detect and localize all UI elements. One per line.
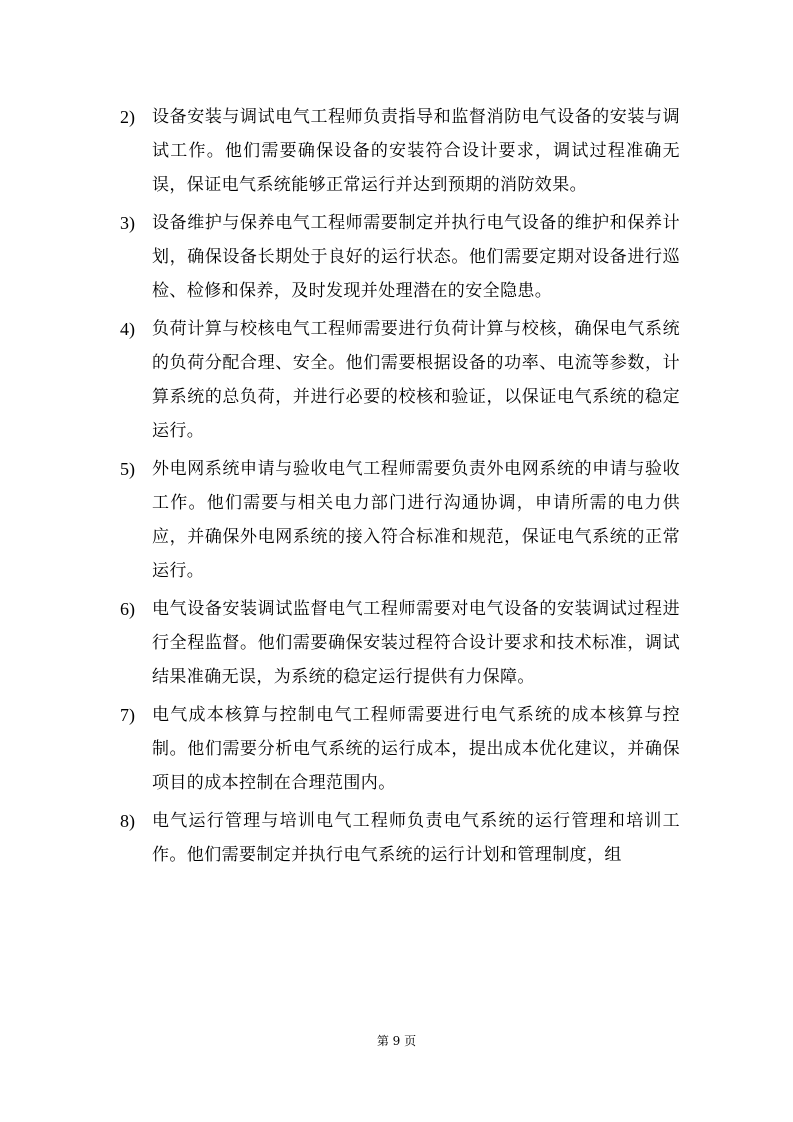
page-footer (0, 1033, 793, 1049)
list-item-text: 电气成本核算与控制电气工程师需要进行电气系统的成本核算与控制。他们需要分析电气系统的运行成本，提出成本优化建议，并确保项目的成本控制在合理范围内。 (152, 705, 680, 793)
list-item-number: 2) (120, 107, 135, 127)
list-item-number: 3) (120, 213, 135, 233)
list-item-number: 6) (120, 599, 135, 619)
list-item (120, 592, 680, 694)
list-item (120, 312, 680, 448)
page-number: 第 9 页 (376, 1034, 417, 1048)
list-item-text: 设备安装与调试电气工程师负责指导和监督消防电气设备的安装与调试工作。他们需要确保设备的安装符合设计要求，调试过程准确无误，保证电气系统能够正常运行并达到预期的消防效果。 (152, 107, 680, 195)
list-item (120, 698, 680, 800)
list-item-number: 8) (120, 811, 135, 831)
list-item (120, 804, 680, 872)
list-item-text: 电气运行管理与培训电气工程师负责电气系统的运行管理和培训工作。他们需要制定并执行电气系统的运行计划和管理制度，组 (152, 811, 680, 865)
list-item-text: 外电网系统申请与验收电气工程师需要负责外电网系统的申请与验收工作。他们需要与相关电力部门进行沟通协调，申请所需的电力供应，并确保外电网系统的接入符合标准和规范，保证电气系统的正常运行。 (152, 459, 680, 581)
numbered-list (120, 100, 680, 876)
list-item-number: 4) (120, 319, 135, 339)
list-item-number: 7) (120, 705, 135, 725)
list-item-text: 负荷计算与校核电气工程师需要进行负荷计算与校核，确保电气系统的负荷分配合理、安全。他们需要根据设备的功率、电流等参数，计算系统的总负荷，并进行必要的校核和验证，以保证电气系统的稳定运行。 (152, 319, 680, 441)
list-item (120, 206, 680, 308)
list-item-number: 5) (120, 459, 135, 479)
list-item (120, 100, 680, 202)
list-item-text: 设备维护与保养电气工程师需要制定并执行电气设备的维护和保养计划，确保设备长期处于良好的运行状态。他们需要定期对设备进行巡检、检修和保养，及时发现并处理潜在的安全隐患。 (152, 213, 680, 301)
list-item (120, 452, 680, 588)
list-item-text: 电气设备安装调试监督电气工程师需要对电气设备的安装调试过程进行全程监督。他们需要确保安装过程符合设计要求和技术标准，调试结果准确无误，为系统的稳定运行提供有力保障。 (152, 599, 680, 687)
